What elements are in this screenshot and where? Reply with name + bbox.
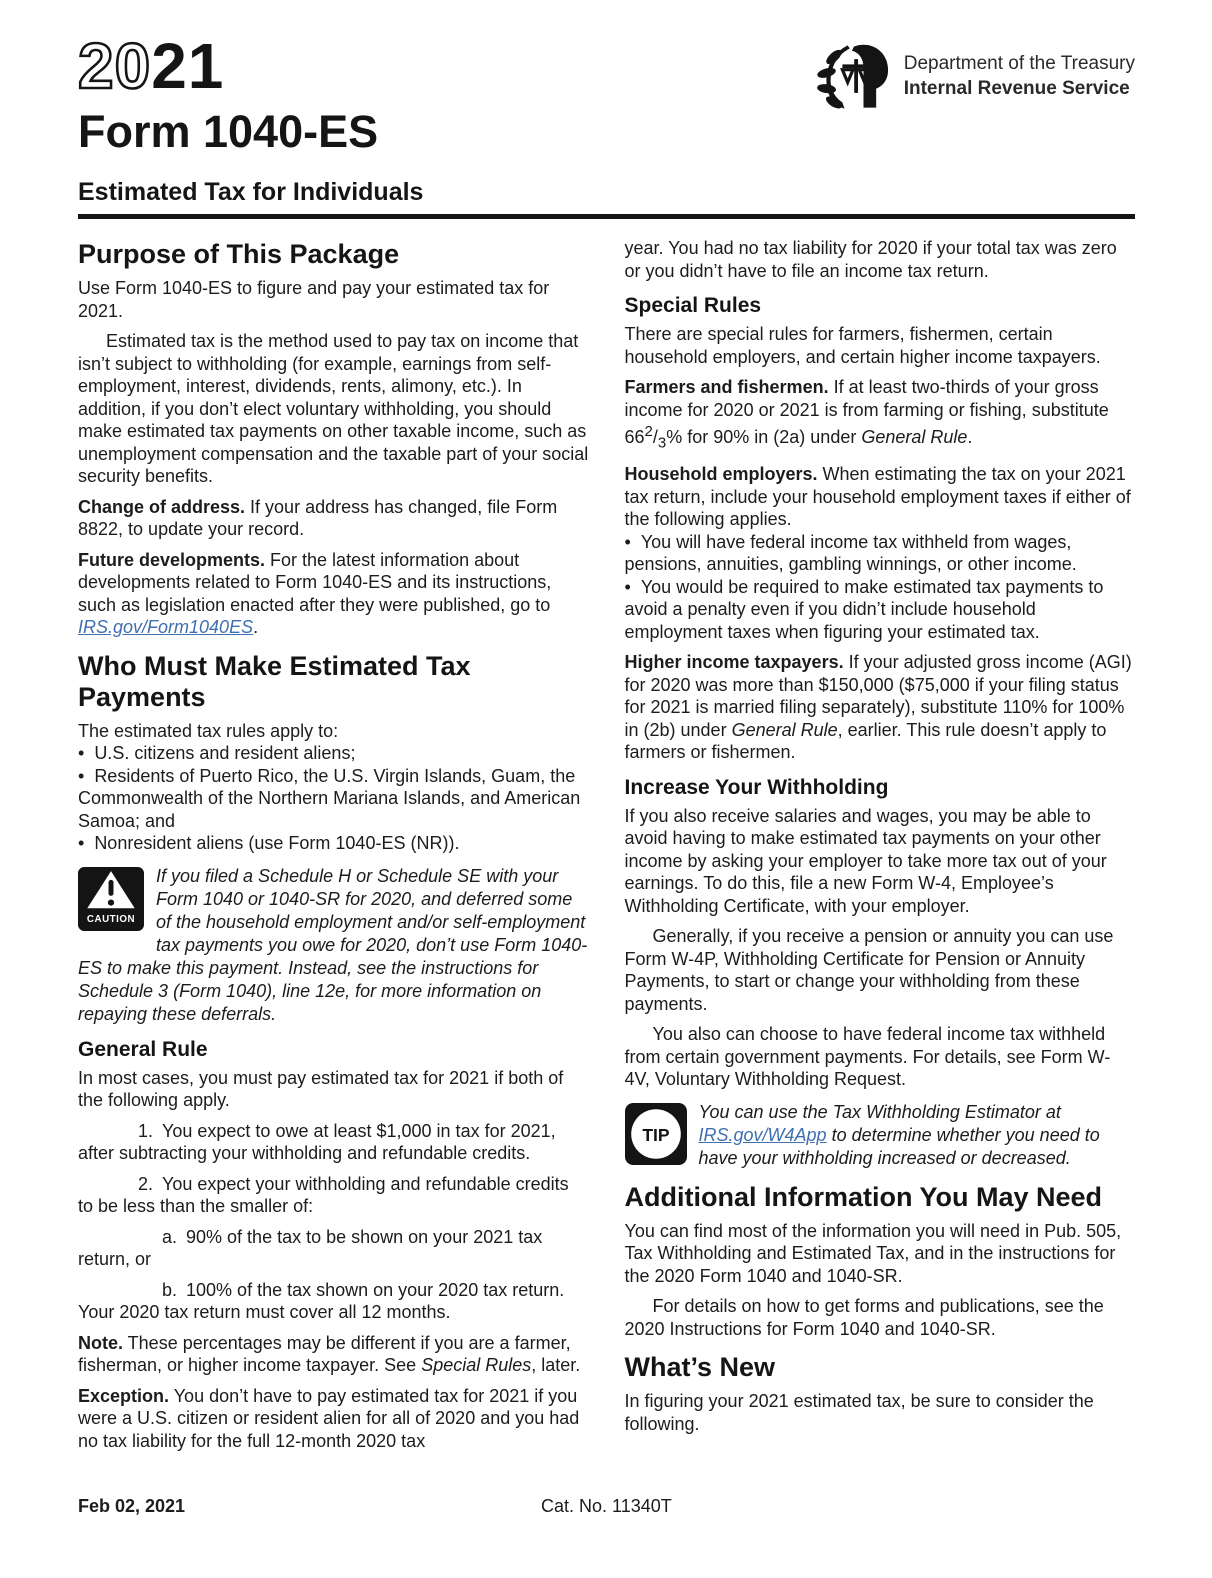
- page-footer: [78, 1496, 1135, 1517]
- agency-name: [904, 51, 1135, 101]
- form1040es-link[interactable]: IRS.gov/Form1040ES: [78, 617, 254, 637]
- item-letter: b.: [162, 1279, 178, 1300]
- general-rule-item-2a: [78, 1226, 589, 1271]
- higher-income-lead: Higher income taxpayers.: [624, 652, 844, 673]
- agency-line1: Department of the Treasury: [903, 53, 1135, 74]
- farmers-end: .: [967, 427, 973, 447]
- tax-year: [78, 30, 378, 102]
- household-lead: Household employers.: [624, 464, 818, 485]
- purpose-paragraph-1: Use Form 1040-ES to figure and pay your estimated tax for 2021.: [78, 278, 550, 321]
- tip-text-pre: You can use the Tax Withholding Estimator at: [698, 1101, 1061, 1122]
- form-title: Form 1040-ES: [78, 106, 379, 157]
- caution-icon: [78, 867, 144, 931]
- whats-new-paragraph: In figuring your 2021 estimated tax, be sure to consider the following.: [624, 1391, 1094, 1434]
- future-developments-lead: Future developments.: [78, 549, 266, 570]
- special-rules-intro: There are special rules for farmers, fishermen, certain household employers, and certain higher income taxpayers.: [624, 324, 1101, 367]
- additional-info-paragraph-1: You can find most of the information you will need in Pub. 505, Tax Withholding and Estimated Tax, and in the instructions for the 2020 Form 1040 and 1040-SR.: [624, 1220, 1122, 1286]
- tax-year-outline: 20: [78, 30, 152, 102]
- note-paragraph: [78, 1332, 589, 1377]
- change-of-address-text: If your address has changed, file Form 8822, to update your record.: [78, 496, 558, 539]
- household-bullet-list: [625, 531, 1136, 644]
- farmers-fishermen-paragraph: [625, 376, 1136, 455]
- higher-income-text: If your adjusted gross income (AGI) for 2020 was more than $150,000 ($75,000 if your filing status for 2021 is married filing separately), substitute 110% for 100% in (2b) under: [624, 652, 1132, 740]
- farmers-sup: 2: [644, 423, 653, 440]
- household-employers-paragraph: [625, 463, 1136, 531]
- increase-paragraph-1: If you also receive salaries and wages, you may be able to avoid having to make estimated tax payments on your other income by asking your employer to take more tax out of your earnings. To do this, file a new Form W-4, Employee’s Withholding Certificate, with your employer.: [624, 805, 1107, 916]
- general-rule-intro: In most cases, you must pay estimated tax for 2021 if both of the following apply.: [78, 1067, 564, 1110]
- who-intro: The estimated tax rules apply to:: [78, 720, 339, 741]
- footer-catalog-number: Cat. No. 11340T: [541, 1496, 672, 1516]
- farmers-sub: 3: [657, 434, 667, 452]
- farmers-italic: General Rule: [861, 427, 968, 447]
- general-rule-item-1: [78, 1120, 589, 1165]
- caution-label: CAUTION: [86, 913, 136, 925]
- heading-general-rule: General Rule: [78, 1037, 208, 1061]
- note-after: , later.: [531, 1355, 581, 1375]
- page-body: [78, 237, 1135, 1460]
- item-letter: a.: [162, 1226, 178, 1247]
- divider-rule: [78, 214, 1135, 219]
- increase-paragraph-2: Generally, if you receive a pension or annuity you can use Form W-4P, Withholding Certificate for Pension or Annuity Payments, to start or change your withholding from these payments.: [624, 926, 1114, 1014]
- agency-line2: Internal Revenue Service: [903, 78, 1130, 99]
- additional-info-paragraph-2: For details on how to get forms and publications, see the 2020 Instructions for Form 1040 and 1040-SR.: [624, 1296, 1104, 1339]
- general-rule-item-2b: [78, 1279, 589, 1324]
- bullet-item: • Residents of Puerto Rico, the U.S. Virgin Islands, Guam, the Commonwealth of the Northern Mariana Islands, and American Samoa; and: [78, 765, 589, 833]
- heading-whats-new: What’s New: [624, 1352, 776, 1383]
- higher-income-italic: General Rule: [731, 719, 838, 740]
- change-of-address-lead: Change of address.: [78, 496, 246, 517]
- irs-logo-icon: [816, 40, 892, 112]
- agency-block: [816, 40, 1135, 112]
- item-text: 100% of the tax shown on your 2020 tax return. Your 2020 tax return must cover all 12 months.: [78, 1279, 565, 1322]
- note-lead: Note.: [78, 1332, 123, 1353]
- exception-text: You don’t have to pay estimated tax for 2021 if you were a U.S. citizen or resident alien for all of 2020 and you had no tax liability for the full 12-month 2020 tax: [78, 1385, 580, 1451]
- item-number: 1.: [138, 1120, 154, 1141]
- bullet-item: • You would be required to make estimated tax payments to avoid a penalty even if you didn’t include household employment taxes when figuring your estimated tax.: [625, 576, 1136, 644]
- heading-purpose: Purpose of This Package: [78, 239, 400, 269]
- purpose-paragraph-2: Estimated tax is the method used to pay tax on income that isn’t subject to withholding (for example, earnings from self-employment, interest, dividends, rents, alimony, etc.). In addition, if you don’t elect voluntary withholding, you should make estimated tax payments on other taxable income, such as unemployment compensation and the taxable part of your social security benefits.: [78, 331, 589, 486]
- bullet-item: • Nonresident aliens (use Form 1040-ES (NR)).: [78, 832, 589, 855]
- tip-text-post: to determine whether you need to have your withholding increased or decreased.: [698, 1124, 1100, 1168]
- note-text: These percentages may be different if you are a farmer, fisherman, or higher income taxpayer. See: [78, 1332, 571, 1375]
- farmers-post: % for 90% in (2a) under: [666, 427, 862, 447]
- exception-paragraph: [78, 1385, 589, 1453]
- footer-date: Feb 02, 2021: [78, 1496, 186, 1516]
- who-bullet-list: [78, 742, 589, 855]
- future-developments-paragraph: [78, 549, 589, 639]
- left-column: [78, 237, 589, 1460]
- bullet-item: • U.S. citizens and resident aliens;: [78, 742, 589, 765]
- page-header: [78, 30, 1135, 158]
- future-developments-text: For the latest information about developments related to Form 1040-ES and its instructions, such as legislation enacted after they were published, go to: [78, 549, 552, 615]
- higher-income-after: , earlier. This rule doesn’t apply to farmers or fishermen.: [624, 719, 1107, 763]
- heading-increase-withholding: Increase Your Withholding: [624, 775, 889, 799]
- item-number: 2.: [138, 1173, 154, 1194]
- tax-year-solid: 21: [151, 30, 225, 102]
- tip-note: [625, 1101, 1136, 1170]
- heading-additional-info: Additional Information You May Need: [624, 1181, 1103, 1212]
- household-text: When estimating the tax on your 2021 tax return, include your household employment taxes if either of the following applies.: [624, 464, 1131, 530]
- right-column: [625, 237, 1136, 1460]
- caution-text: If you filed a Schedule H or Schedule SE with your Form 1040 or 1040-SR for 2020, and deferred some of the household employment and/or self-employment tax payments you owe for 2020, don’t use Form 1040-ES to make this payment. Instead, see the instructions for Schedule 3 (Form 1040), line 12e, for more information on repaying these deferrals.: [78, 865, 588, 1024]
- w4app-link[interactable]: IRS.gov/W4App: [698, 1124, 827, 1145]
- item-text: You expect your withholding and refundable credits to be less than the smaller of:: [78, 1173, 569, 1216]
- heading-special-rules: Special Rules: [624, 294, 762, 317]
- form-subtitle: Estimated Tax for Individuals: [78, 178, 424, 206]
- farmers-lead: Farmers and fishermen.: [624, 377, 829, 397]
- caution-note: [78, 865, 589, 1026]
- higher-income-paragraph: [625, 651, 1136, 764]
- exception-continuation: year. You had no tax liability for 2020 if your total tax was zero or you didn’t have to file an income tax return.: [624, 238, 1117, 281]
- form-identity: [78, 30, 379, 158]
- item-text: You expect to owe at least $1,000 in tax for 2021, after subtracting your withholding and refundable credits.: [78, 1120, 556, 1163]
- general-rule-item-2: [78, 1173, 589, 1218]
- note-italic: Special Rules: [421, 1355, 532, 1375]
- change-of-address-paragraph: [78, 496, 589, 541]
- bullet-item: • You will have federal income tax withheld from wages, pensions, annuities, gambling winnings, or other income.: [625, 531, 1136, 576]
- tip-icon: [625, 1103, 687, 1165]
- heading-who-must-pay: Who Must Make Estimated Tax Payments: [78, 650, 471, 712]
- future-developments-after: .: [253, 617, 259, 637]
- farmers-text: If at least two-thirds of your gross income for 2020 or 2021 is from farming or fishing, substitute 66: [624, 377, 1109, 447]
- tip-text: [625, 1101, 1136, 1170]
- farmers-slash: /: [652, 427, 658, 447]
- exception-lead: Exception.: [78, 1385, 170, 1406]
- increase-paragraph-3: You also can choose to have federal income tax withheld from certain government payments. For details, see Form W-4V, Voluntary Withholding Request.: [624, 1024, 1111, 1090]
- tip-label: TIP: [641, 1124, 670, 1145]
- item-text: 90% of the tax to be shown on your 2021 tax return, or: [78, 1226, 543, 1269]
